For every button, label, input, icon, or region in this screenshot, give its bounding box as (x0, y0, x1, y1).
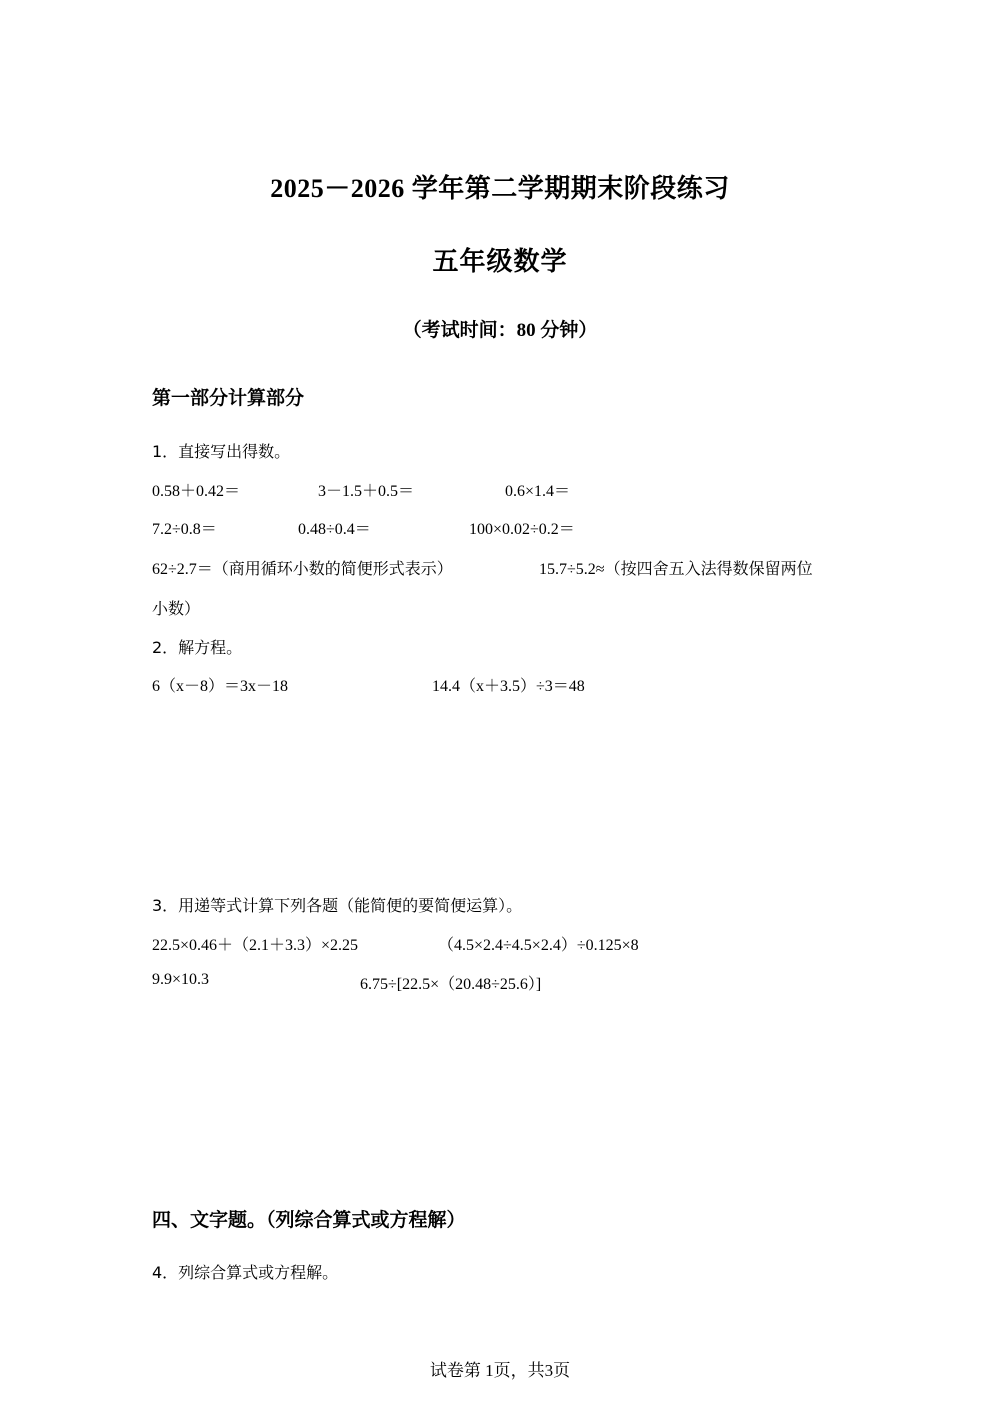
q2-equation: 6（x－8）＝3x－18 (152, 678, 289, 695)
page-footer: 试卷第 1页，共3页 (429, 1361, 571, 1380)
exam-subtitle: 五年级数学 (432, 247, 568, 276)
exam-title: 2025－2026 学年第二学期期末阶段练习 (270, 174, 730, 203)
q1-exercise-repeating-decimal: 62÷2.7＝（商用循环小数的简便形式表示） (152, 561, 453, 578)
exam-time-note: （考试时间：80 分钟） (402, 320, 598, 341)
question-2-label: 2．解方程。 (152, 638, 243, 657)
q1-exercise-rounding: 15.7÷5.2≈（按四舍五入法得数保留两位 (539, 561, 813, 578)
q3-expression: 6.75÷[22.5×（20.48÷25.6）] (360, 976, 542, 993)
question-1-label: 1．直接写出得数。 (152, 442, 291, 461)
q3-expression: 9.9×10.3 (152, 971, 210, 988)
q1-exercise-rounding-continued: 小数） (152, 601, 201, 618)
q1-exercise: 0.58＋0.42＝ (152, 483, 241, 500)
question-3-label: 3．用递等式计算下列各题（能简便的要简便运算）。 (152, 896, 523, 915)
q1-exercise: 0.6×1.4＝ (505, 483, 571, 500)
question-4-label: 4．列综合算式或方程解。 (152, 1263, 339, 1282)
q3-expression: （4.5×2.4÷4.5×2.4）÷0.125×8 (438, 937, 639, 954)
q1-exercise: 3－1.5＋0.5＝ (318, 483, 415, 500)
section-heading-part1: 第一部分计算部分 (152, 387, 305, 409)
q3-expression: 22.5×0.46＋（2.1＋3.3）×2.25 (152, 937, 359, 954)
q2-equation: 14.4（x＋3.5）÷3＝48 (432, 678, 585, 695)
section-heading-part4: 四、文字题。（列综合算式或方程解） (152, 1209, 466, 1231)
q1-exercise: 100×0.02÷0.2＝ (469, 521, 575, 538)
q1-exercise: 7.2÷0.8＝ (152, 521, 217, 538)
q1-exercise: 0.48÷0.4＝ (298, 521, 371, 538)
